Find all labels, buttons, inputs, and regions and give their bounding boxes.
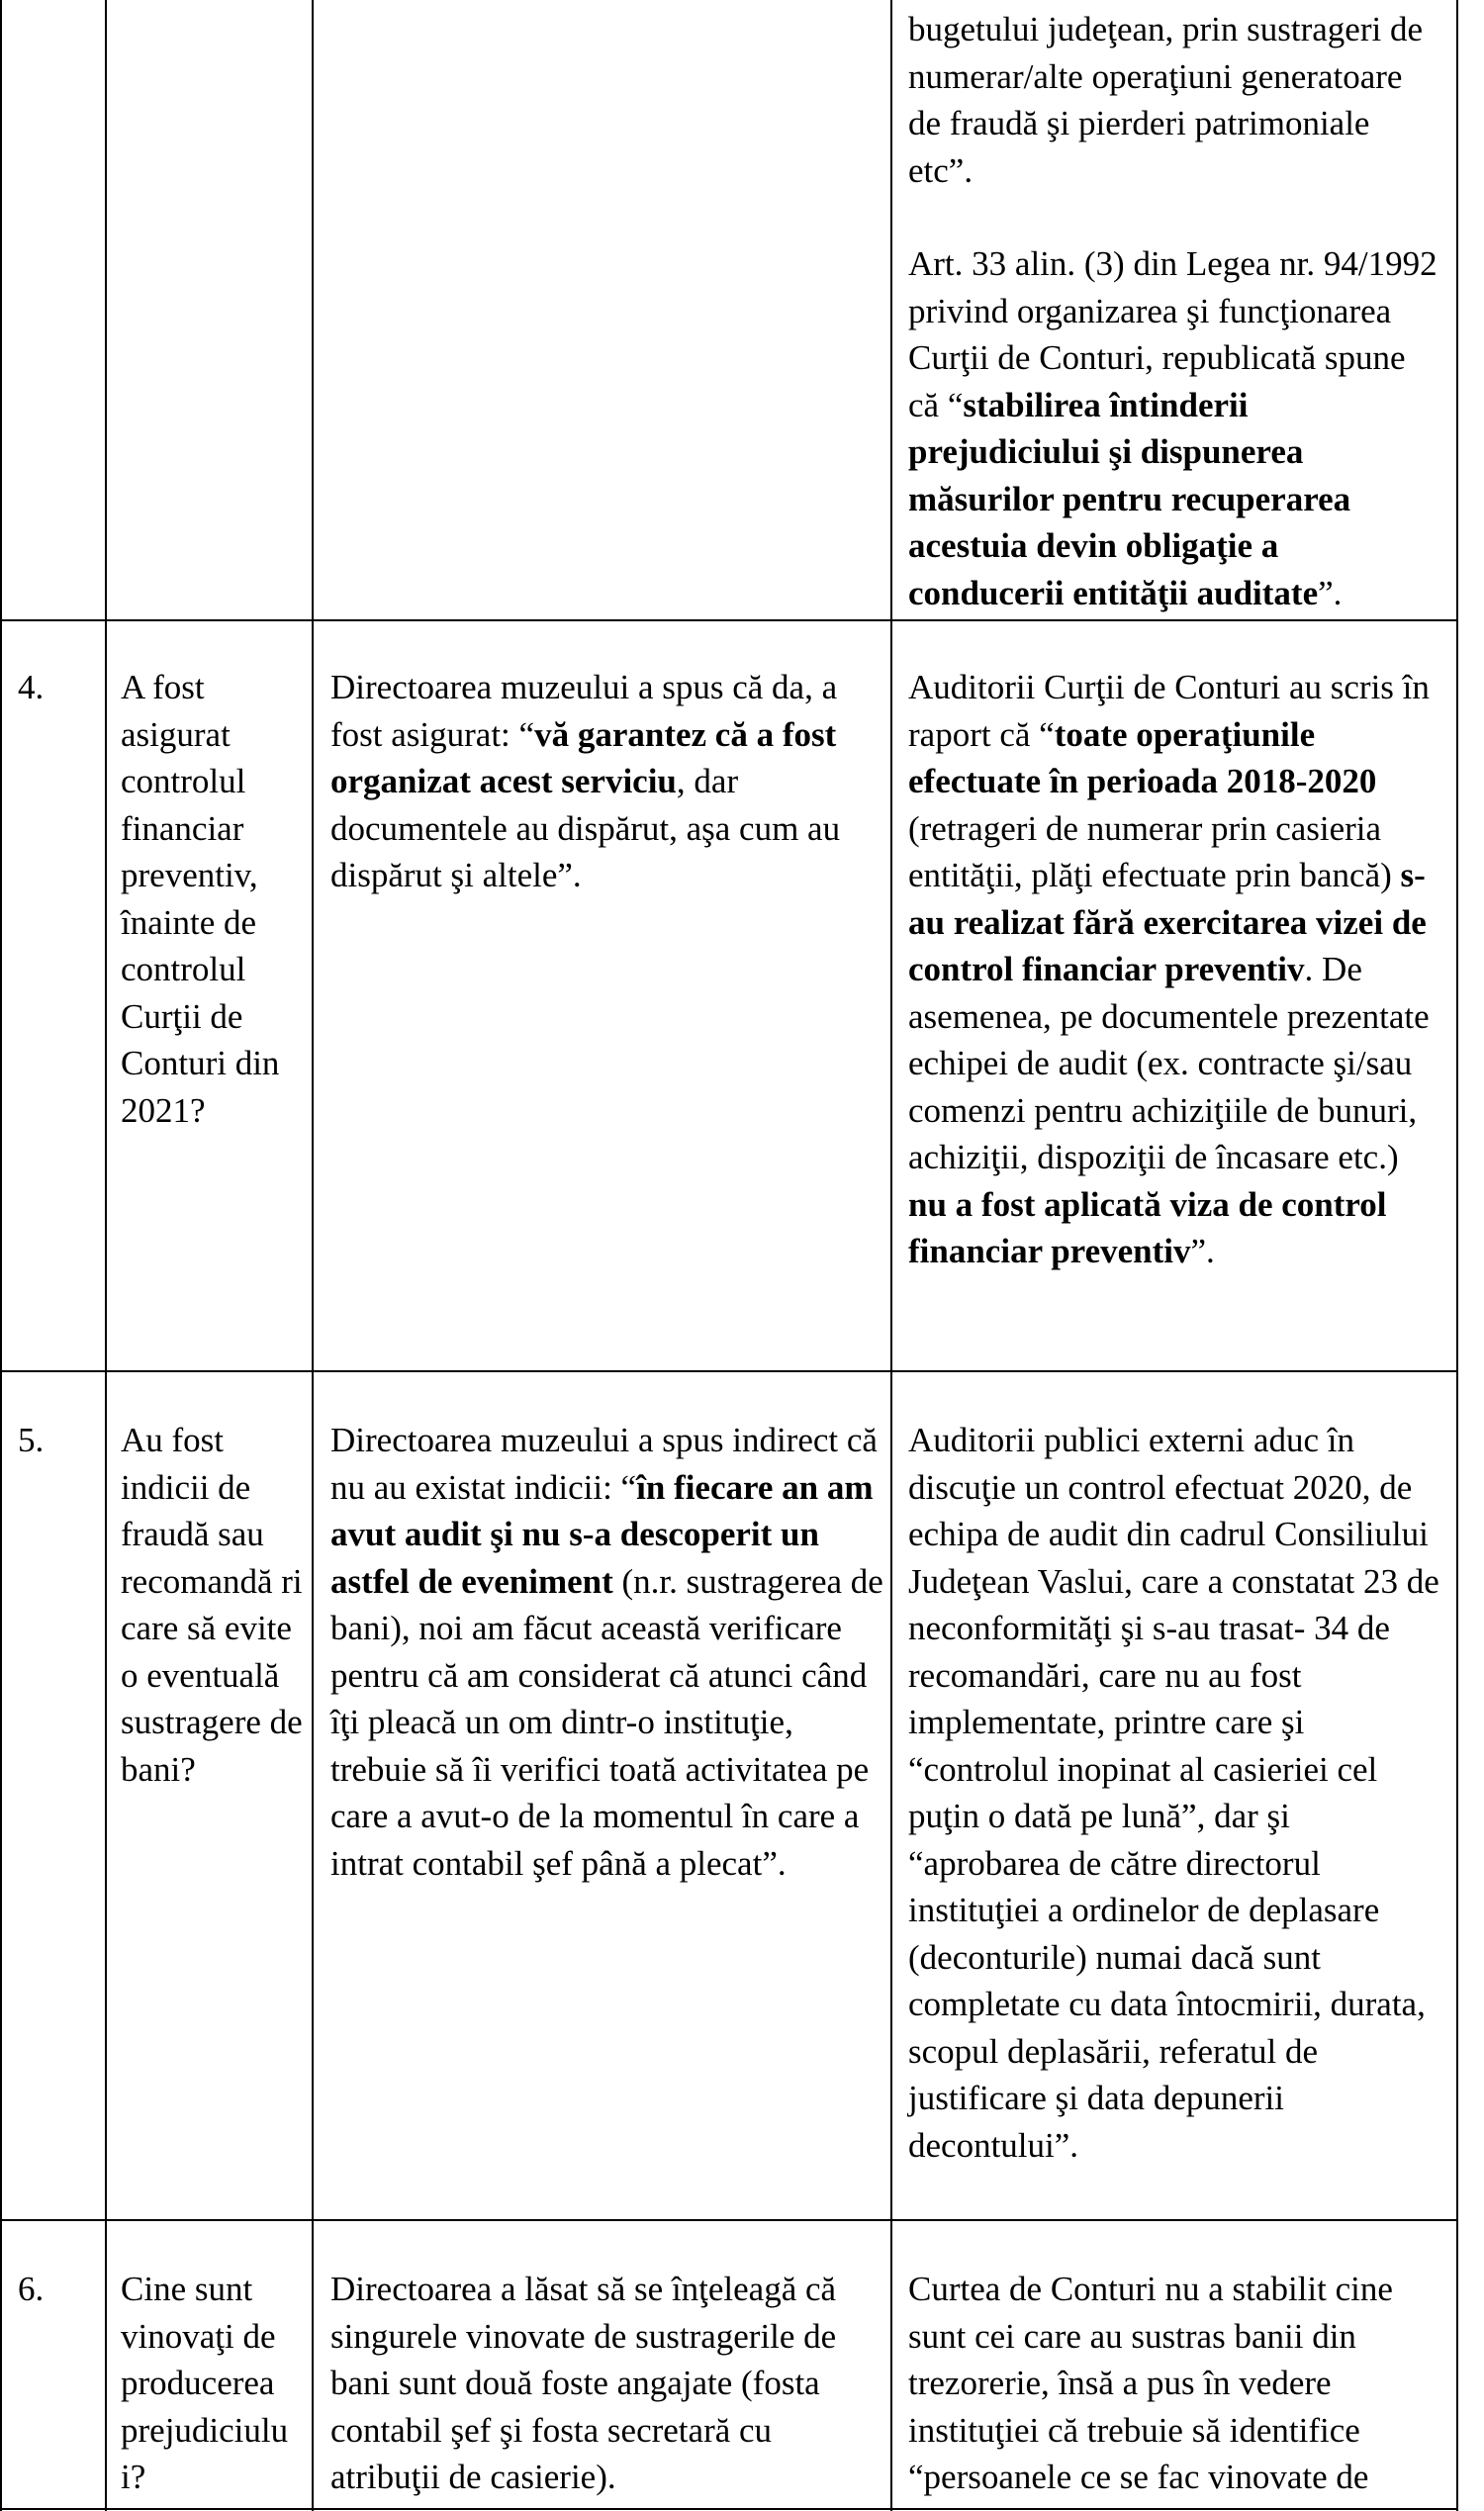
cell-paragraph (908, 1417, 1442, 2169)
text-run: ”. (1190, 1232, 1215, 1270)
table-row-4-question (121, 664, 304, 1134)
table-row-6-finding (908, 2266, 1442, 2501)
cell-text: A fost asigurat controlul financiar preventiv, înainte de controlul Curţii de Conturi din 2021? (121, 668, 280, 1130)
cell-paragraph (330, 2266, 884, 2501)
text-run: Curtea de Conturi nu a stabilit cine sunt cei care au sustras banii din trezorerie, însă a pus în vedere instituţiei că trebuie să identifice “persoanele ce se fac vinovate de (908, 2270, 1393, 2496)
table-border-col3 (890, 0, 892, 2511)
bold-text: toate operaţiunile efectuate în perioada 2018-2020 (908, 714, 1377, 800)
table-row-6-response (330, 2266, 884, 2501)
text-run: (n.r. sustragerea de bani), noi am făcut această verificare pentru că am considerat că atunci când îţi pleacă un om dintr-o instituţie, trebuie să îi verifici toată activitatea pe care a avut-o de la momentul în care a intrat contabil şef până a plecat”. (330, 1561, 883, 1883)
table-border-col2 (312, 0, 314, 2511)
cell-paragraph (908, 664, 1442, 1275)
table-row-5-response (330, 1417, 884, 1887)
cell-text: 6. (18, 2270, 45, 2308)
table-border-right (1456, 0, 1458, 2511)
text-run: bugetului judeţean, prin sustrageri de numerar/alte operaţiuni generatoare de fraudă şi pierderi patrimoniale etc”. (908, 10, 1423, 190)
table-row-5-number (18, 1417, 102, 1464)
cell-text: 5. (18, 1421, 45, 1459)
cell-paragraph (908, 6, 1442, 194)
cell-text: Au fost indicii de fraudă sau recomandă ri care să evite o eventuală sustragere de bani? (121, 1421, 303, 1789)
cell-text: Cine sunt vinovaţi de producerea prejudiciulu i? (121, 2270, 289, 2496)
table-row-6-number (18, 2266, 102, 2313)
table-row-4-number (18, 664, 102, 711)
text-run: (retrageri de numerar prin casieria entităţii, plăţi efectuate prin bancă) (908, 808, 1401, 894)
table-row-4-finding (908, 664, 1442, 1275)
table-row-6-question (121, 2266, 304, 2501)
bold-text: vă garantez că a fost organizat acest serviciu (330, 714, 837, 800)
row-divider (0, 619, 1458, 621)
table-border-left (0, 0, 2, 2511)
bold-text: în fiecare an am avut audit şi nu s-a descoperit un astfel de eveniment (330, 1467, 874, 1601)
bold-text: nu a fost aplicată viza de control financiar preventiv (908, 1184, 1387, 1270)
text-run: ”. (1318, 573, 1343, 612)
text-run: Auditorii Curţii de Conturi au scris în raport că “ (908, 668, 1430, 754)
text-run: Directoarea muzeului a spus indirect că nu au existat indicii: “ (330, 1421, 878, 1507)
table-row-5-finding (908, 1417, 1442, 2169)
cell-paragraph (330, 1417, 884, 1887)
table-border-col1 (105, 0, 107, 2511)
bold-text: s-au realizat fără exercitarea vizei de control financiar preventiv (908, 856, 1427, 988)
text-run: , dar documentele au dispărut, aşa cum au dispărut şi altele”. (330, 762, 841, 894)
text-run: . De asemenea, pe documentele prezentate echipei de audit (ex. contracte şi/sau comenzi pentru achiziţiile de bunuri, achiziţii, dispoziţii de încasare etc.) (908, 950, 1430, 1176)
row-divider (0, 2219, 1458, 2221)
bold-text: stabilirea întinderii prejudiciului şi dispunerea măsurilor pentru recuperarea acestuia devin obligaţie a conducerii entităţii auditate (908, 385, 1351, 612)
cell-text: 4. (18, 668, 45, 706)
row-divider (0, 1370, 1458, 1372)
cell-paragraph (908, 2266, 1442, 2501)
text-run: Directoarea muzeului a spus că da, a fost asigurat: “ (330, 668, 838, 754)
table-row-1-finding (908, 6, 1442, 616)
table-row-4-response (330, 664, 884, 899)
text-run: Directoarea a lăsat să se înţeleagă că singurele vinovate de sustragerile de bani sunt două foste angajate (fosta contabil şef şi fosta secretară cu atribuţii de casierie). (330, 2270, 837, 2496)
cell-paragraph (330, 664, 884, 899)
table-border-bottom (0, 2508, 1458, 2510)
table-row-5-question (121, 1417, 304, 1793)
text-run: Art. 33 alin. (3) din Legea nr. 94/1992 privind organizarea şi funcţionarea Curţii de Conturi, republicată spune că “ (908, 244, 1438, 424)
cell-paragraph (908, 240, 1442, 616)
text-run: Auditorii publici externi aduc în discuţie un control efectuat 2020, de echipa de audit din cadrul Consiliului Judeţean Vaslui, care a constatat 23 de neconformităţi şi s-au trasat- 34 de recomandări, care nu au fost implementate, printre care şi “controlul inopinat al casieriei cel puţin o dată pe lună”, dar şi “aprobarea de către directorul instituţiei a ordinelor de deplasare (deconturile) numai dacă sunt completate cu data întocmirii, durata, scopul deplasării, referatul de justificare şi data depunerii decontului”. (908, 1421, 1439, 2165)
